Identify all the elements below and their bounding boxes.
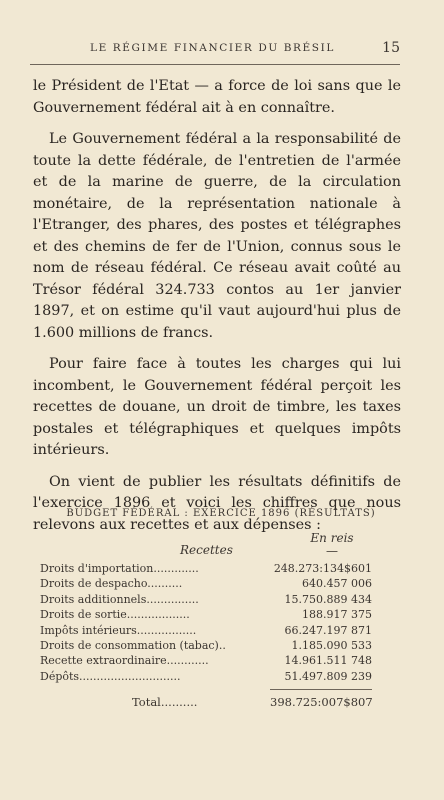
page-header [30,42,400,62]
row-label: Droits additionnels............... [40,592,199,606]
table-title: BUDGET FÉDÉRAL : EXERCICE 1896 (RÉSULTATS) [66,508,376,519]
body-text [33,76,401,546]
table-row [40,576,402,591]
row-amount: 51.497.809 239 [284,669,372,683]
row-amount: 188.917 375 [302,608,372,622]
column-header-en-reis: En reis [310,531,354,545]
table-row [40,623,402,638]
column-header-recettes: Recettes [180,543,233,557]
table-row [40,592,402,607]
row-amount: 1.185.090 533 [291,638,372,652]
table-row [40,669,402,684]
column-header-dash: — [326,544,338,558]
table-row [40,607,402,622]
table-row [40,638,402,653]
row-amount: 15.750.889 434 [284,592,372,606]
paragraph: le Président de l'Etat — a force de loi sans que le Gouvernement fédéral ait à en connaître. [33,78,401,116]
table-row [40,561,402,576]
row-label: Droits de consommation (tabac).. [40,638,226,652]
page-number: 15 [382,40,400,56]
total-rule [270,689,372,690]
row-label: Droits d'importation............. [40,562,199,575]
table-row [40,653,402,668]
row-amount: 248.273:134$601 [273,562,372,575]
row-label: Dépôts............................. [40,669,181,683]
paragraph: On vient de publier les résultats définitifs de l'exercice 1896 et voici les chiffres que nous relevons aux recettes et aux dépenses : [33,473,401,533]
running-title: LE RÉGIME FINANCIER DU BRÉSIL [90,42,335,54]
paragraph: Pour faire face à toutes les charges qui lui incombent, le Gouvernement fédéral perçoit les recettes de douane, un droit de timbre, les taxes postales et télégraphiques et quelques impôts intérieurs. [33,356,401,458]
header-rule [30,64,400,65]
row-amount: 66.247.197 871 [284,623,372,637]
total-label: Total.......... [132,695,198,710]
row-label: Impôts intérieurs................. [40,623,197,637]
total-amount: 398.725:007$807 [270,695,373,710]
column-headers [40,531,402,561]
row-label: Droits de sortie.................. [40,608,190,622]
paragraph: Le Gouvernement fédéral a la responsabilité de toute la dette fédérale, de l'entretien de l'armée et de la marine de guerre, de la circulation monétaire, de la représentation nationale à l'Etranger, des phares, des postes et télégraphes et des chemins de fer de l'Union, connus sous le nom de réseau fédéral. Ce réseau avait coûté au Trésor fédéral 324.733 contos au 1er janvier 1897, et on estime qu'il vaut aujourd'hui plus de 1.600 millions de francs. [33,131,401,341]
budget-table [40,508,402,711]
row-amount: 14.961.511 748 [284,654,372,668]
row-label: Droits de despacho.......... [40,577,183,591]
total-row [40,693,402,711]
row-label: Recette extraordinaire............ [40,654,209,668]
row-amount: 640.457 006 [302,577,372,591]
